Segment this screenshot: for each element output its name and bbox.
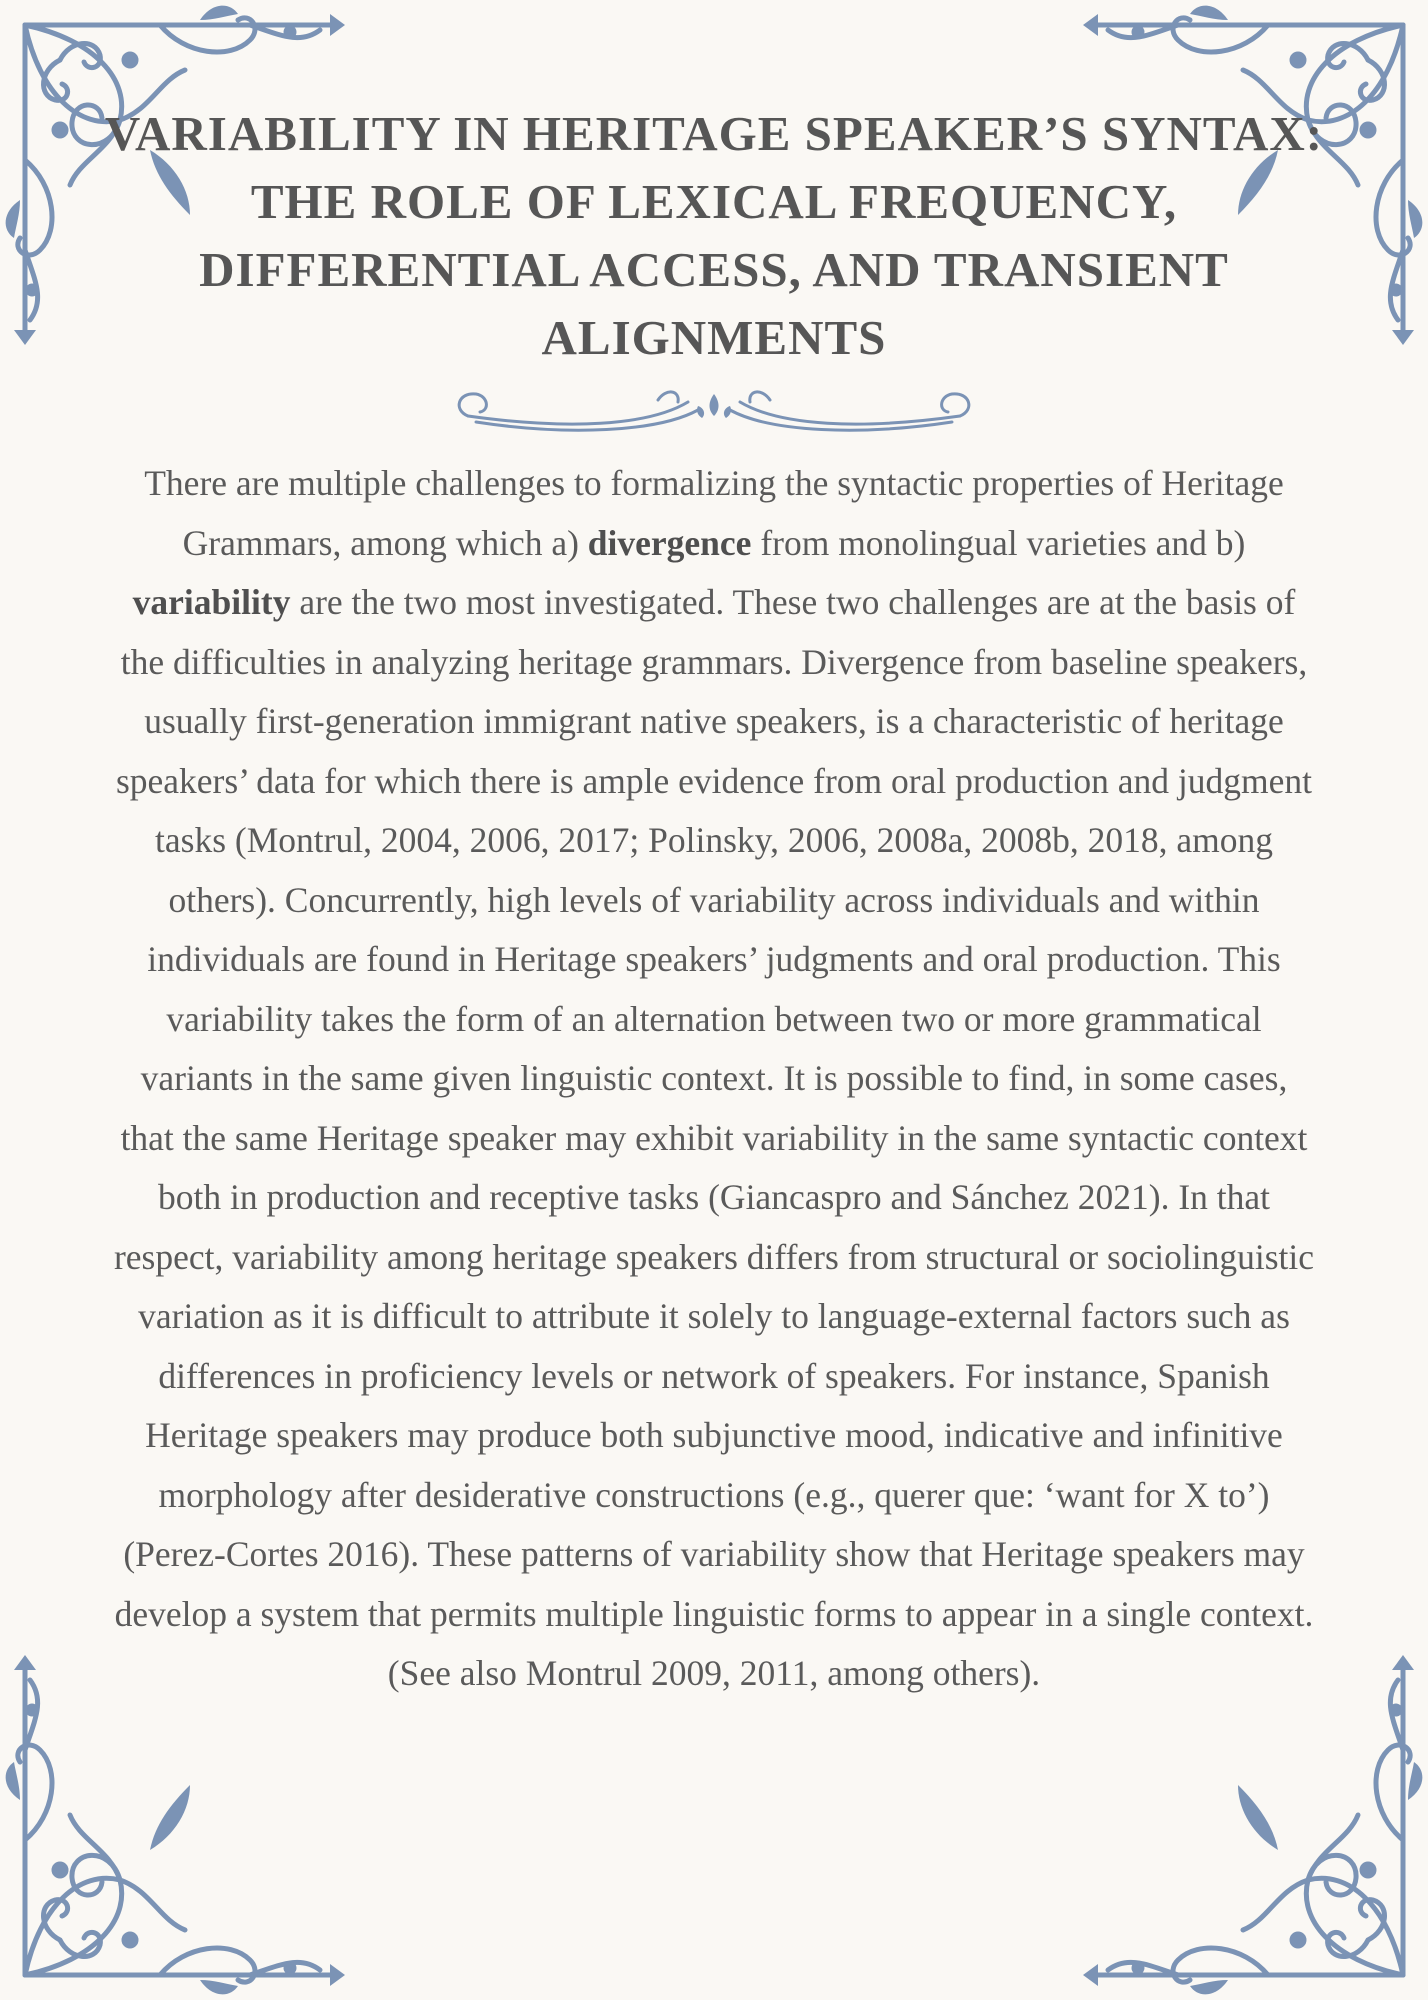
body-text-segment: from monolingual varieties and b)	[751, 522, 1246, 563]
page-title: VARIABILITY IN HERITAGE SPEAKER’S SYNTAX: THE ROLE OF LEXICAL FREQUENCY, DIFFERENTIAL ACCESS, AND TRANSIENT ALIGNMENTS	[104, 106, 1324, 365]
body-text-segment: There are multiple challenges to formalizing the syntactic properties of Heritage Grammars, among which a)	[144, 463, 1284, 563]
term-variability: variability	[132, 582, 291, 622]
term-divergence: divergence	[587, 522, 752, 563]
body-text-segment: are the two most investigated. These two challenges are at the basis of the difficulties in analyzing heritage grammars. Divergence from baseline speakers, usually first-generation immigrant native speakers, is a characteristic of heritage speakers’ data for which there is ample evidence from oral production and judgment tasks (Montrul, 2004, 2006, 2017; Polinsky, 2006, 2008a, 2008b, 2018, among others). Concurrently, high levels of variability across individuals and within individuals are found in Heritage speakers’ judgments and oral production. This variability takes the form of an alternation between two or more grammatical variants in the same given linguistic context. It is possible to find, in some cases, that the same Heritage speaker may exhibit variability in the same syntactic context both in production and receptive tasks (Giancaspro and Sánchez 2021). In that respect, variability among heritage speakers differs from structural or sociolinguistic variation as it is difficult to attribute it solely to language-external factors such as differences in proficiency levels or network of speakers. For instance, Spanish Heritage speakers may produce both subjunctive mood, indicative and infinitive morphology after desiderative constructions (e.g., querer que: ‘want for X to’) (Perez-Cortes 2016). These patterns of variability show that Heritage speakers may develop a system that permits multiple linguistic forms to appear in a single context. (See also Montrul 2009, 2011, among others).	[113, 582, 1315, 1693]
scroll-flourish-divider-icon	[448, 380, 980, 438]
body-paragraph	[110, 454, 1318, 1704]
